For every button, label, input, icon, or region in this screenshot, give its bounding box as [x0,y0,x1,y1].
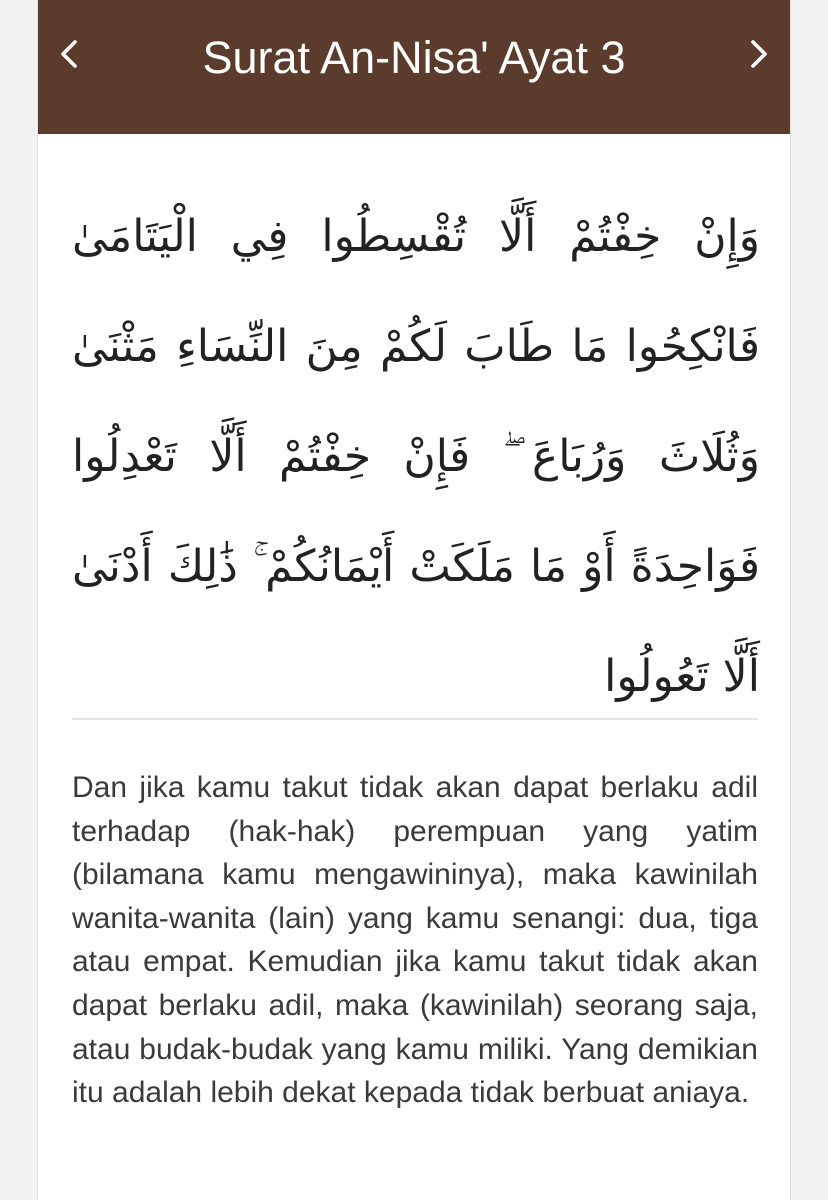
page-title: Surat An-Nisa' Ayat 3 [202,32,626,83]
divider [72,718,758,720]
app-header [38,0,790,134]
arabic-verse-text: وَإِنْ خِفْتُمْ أَلَّا تُقْسِطُوا فِي الْيَتَامَىٰ فَانْكِحُوا مَا طَابَ لَكُمْ مِنَ النِّسَاءِ مَثْنَىٰ وَثُلَاثَ وَرُبَاعَ ۖ فَإِنْ خِفْتُمْ أَلَّا تَعْدِلُوا فَوَاحِدَةً أَوْ مَا مَلَكَتْ أَيْمَانُكُمْ ۚ ذَٰلِكَ أَدْنَىٰ أَلَّا تَعُولُوا [72,211,760,702]
verse-card [37,0,791,1200]
translation-text: Dan jika kamu takut tidak akan dapat berlaku adil terhadap (hak-hak) perempuan yang yatim (bilamana kamu mengawininya), maka kawinilah wanita-wanita (lain) yang kamu senangi: dua, tiga atau empat. Kemudian jika kamu takut tidak akan dapat berlaku adil, maka (kawinilah) seorang saja, atau budak-budak yang kamu miliki. Yang demikian itu adalah lebih dekat kepada tidak berbuat aniaya. [72,771,758,1110]
chevron-right-icon [747,39,771,69]
next-ayat-button[interactable] [735,30,783,78]
